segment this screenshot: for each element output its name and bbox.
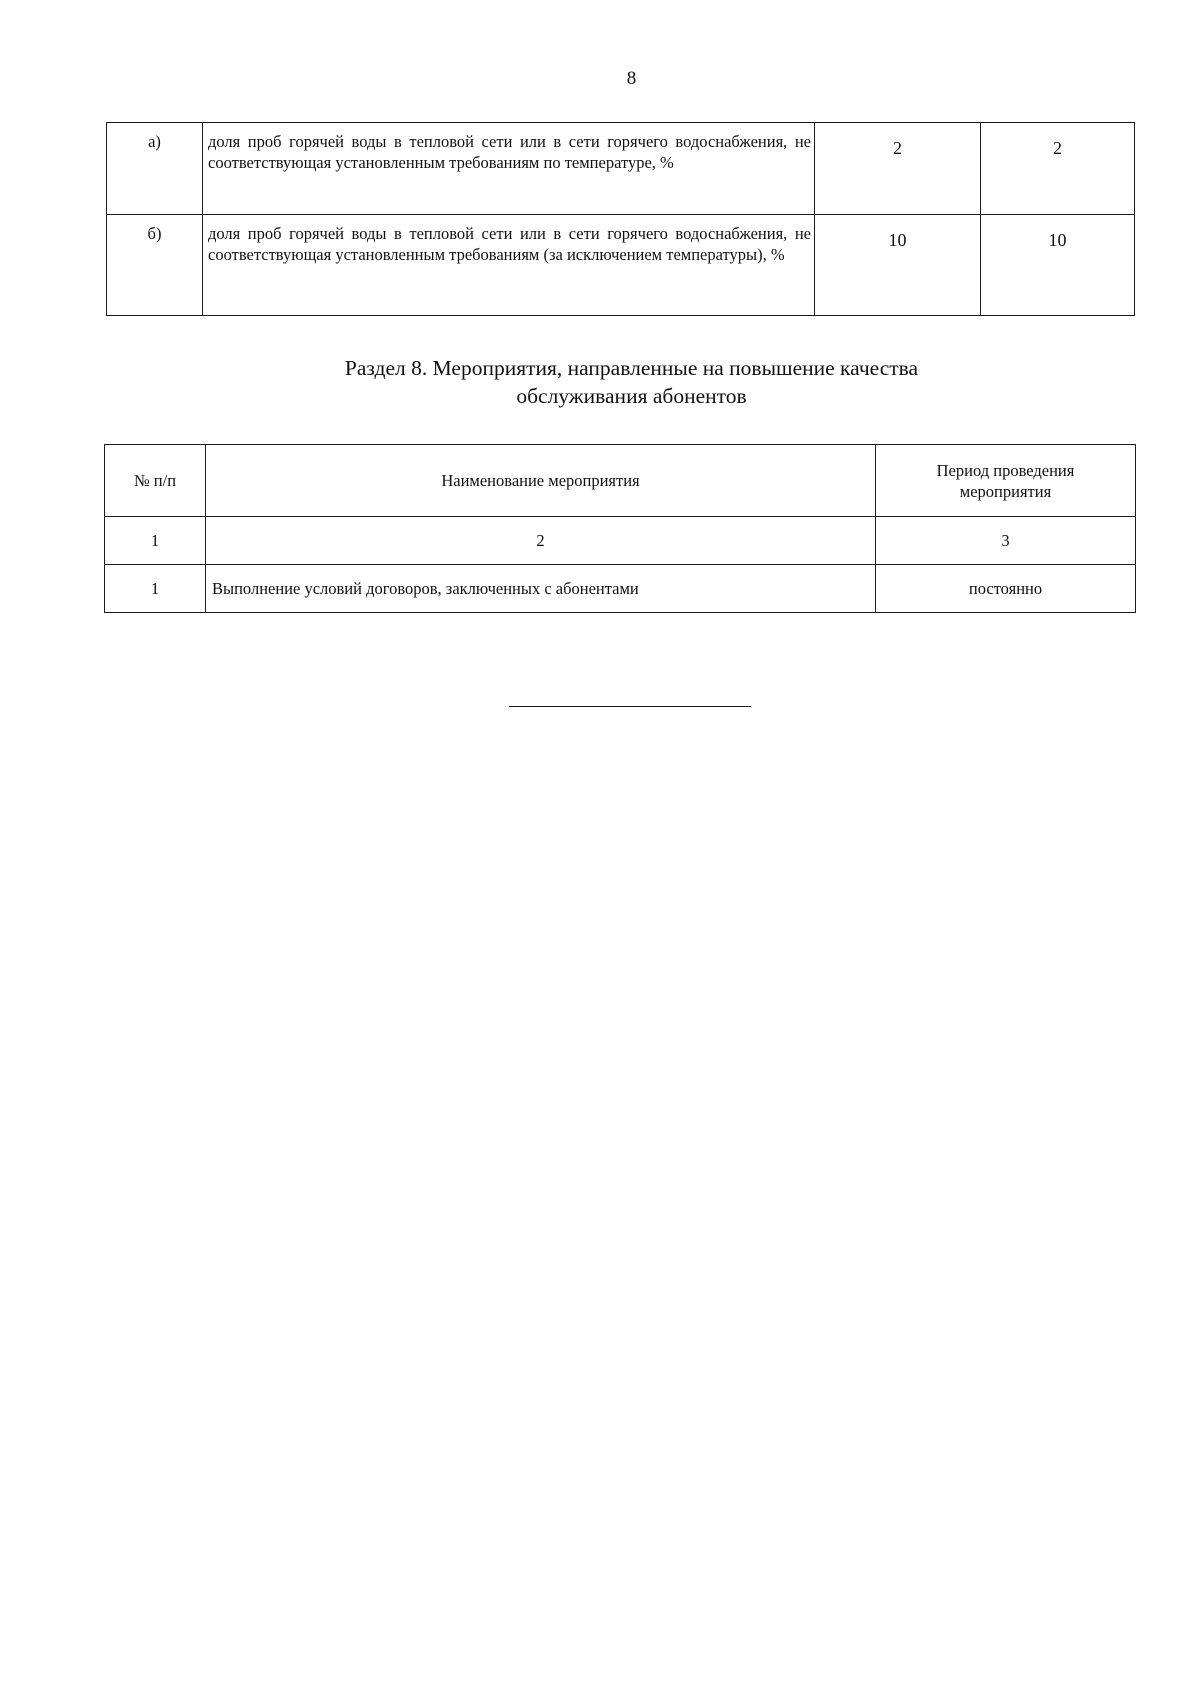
column-index: 1 [105, 517, 206, 565]
measure-name: Выполнение условий договоров, заключенных с абонентами [206, 565, 876, 613]
table-row [107, 123, 1135, 215]
row-letter: а) [107, 123, 203, 215]
indicator-value: 10 [981, 215, 1135, 316]
page-number: 8 [626, 68, 637, 89]
table-header-row [105, 445, 1136, 517]
indicator-description: доля проб горячей воды в тепловой сети или в сети горячего водоснабжения, не соответствующая установленным требованиям по температуре, % [203, 123, 815, 215]
table-row [107, 215, 1135, 316]
measure-period: постоянно [876, 565, 1136, 613]
table-row [105, 565, 1136, 613]
indicators-table [106, 122, 1135, 316]
indicator-value: 10 [815, 215, 981, 316]
footer-divider [509, 706, 751, 707]
indicator-description: доля проб горячей воды в тепловой сети или в сети горячего водоснабжения, не соответствующая установленным требованиям (за исключением температуры), % [203, 215, 815, 316]
column-index: 2 [206, 517, 876, 565]
indicator-value: 2 [815, 123, 981, 215]
column-header-number: № п/п [105, 445, 206, 517]
section-title [0, 354, 1200, 410]
column-index: 3 [876, 517, 1136, 565]
section-title-line: обслуживания абонентов [516, 384, 747, 408]
column-index-row [105, 517, 1136, 565]
column-header-name: Наименование мероприятия [206, 445, 876, 517]
row-letter: б) [107, 215, 203, 316]
section-title-line: Раздел 8. Мероприятия, направленные на повышение качества [344, 356, 919, 380]
column-header-period: Период проведения мероприятия [876, 445, 1136, 517]
measure-number: 1 [105, 565, 206, 613]
measures-table [104, 444, 1136, 613]
indicator-value: 2 [981, 123, 1135, 215]
